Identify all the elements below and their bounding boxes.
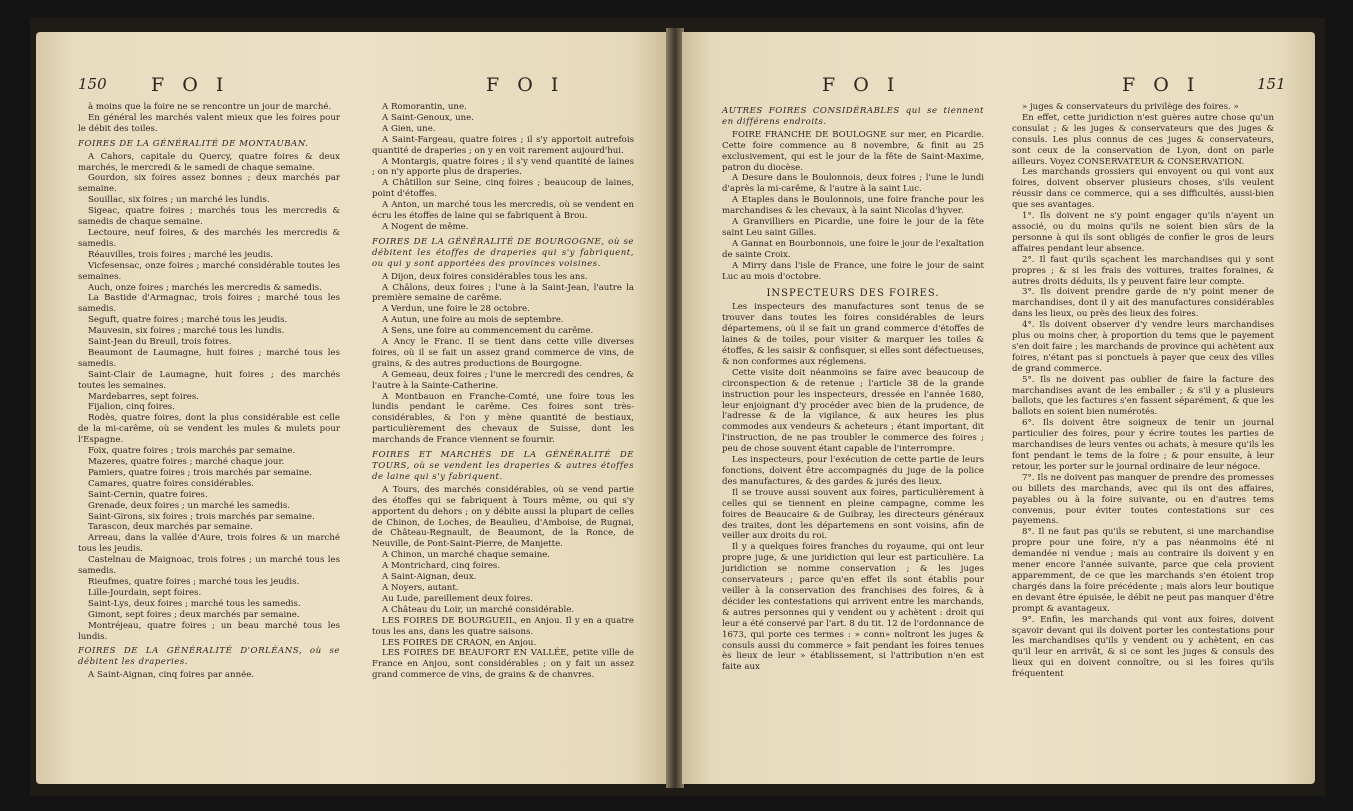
left-column-2 xyxy=(372,102,634,681)
paragraph: Les marchands grossiers qui envoyent ou qui vont aux foires, doivent observer plusieurs choses, s'ils veulent réussir dans ce commerce, qui a ses difficultés, aussi-bien que ses avantages. xyxy=(1012,167,1274,211)
paragraph: AUTRES FOIRES CONSIDÉRABLES qui se tiennent en différens endroits. xyxy=(722,106,984,127)
paragraph: Saint-Cernin, quatre foires. xyxy=(88,489,208,500)
paragraph: » juges & conservateurs du privilège des foires. » xyxy=(1022,102,1239,112)
paragraph: Il y a quelques foires franches du royaume, qui ont leur propre juge, & une juridiction qui leur est particulière. La juridiction se nomme conservation ; & les juges conservateurs ; parce qu'en effet ils sont établis pour veiller à la conservation des franchises des foires, & à décider les contestations qui arrivent entre les marchands, & autres personnes qui y vendent ou y achètent : droit qui leur a été conservé par l'art. 8 du tit. 12 de l'ordonnance de 1673, qui porte ces termes : » conn» noîtront les juges & consuls aussi du commerce » fait pendant les foires tenues ès lieux de leur » établissement, si l'attribution n'en est faite aux xyxy=(722,542,984,673)
paragraph: A Etaples dans le Boulonnois, une foire franche pour les marchandises & les chevaux, à la saint Nicolas d'hyver. xyxy=(722,195,984,217)
paragraph: Arreau, dans la vallée d'Aure, trois foires & un marché tous les jeudis. xyxy=(78,533,340,555)
right-page xyxy=(682,32,1315,784)
paragraph: Sigeac, quatre foires ; marchés tous les mercredis & samedis de chaque semaine. xyxy=(78,206,340,228)
paragraph: 6°. Ils doivent être soigneux de tenir un journal particulier des foires, pour y écrire toutes les parties de marchandises de leurs ventes ou achats, à mesure qu'ils les font pendant le tems de la foire ; & pour ensuite, à leur retour, les porter sur le journal ordinaire de leur négoce. xyxy=(1012,418,1274,472)
paragraph: Mardebarres, sept foires. xyxy=(88,391,200,402)
paragraph: 5°. Ils ne doivent pas oublier de faire la facture des marchandises avant de les emballer ; & s'il y a plusieurs ballots, que les factures s'en fassent séparément, & que les ballots en soient bien numérotés. xyxy=(1012,374,1274,418)
paragraph: Mazeres, quatre foires ; marché chaque jour. xyxy=(88,457,285,467)
paragraph: Tarascon, deux marchés par semaine. xyxy=(88,522,253,533)
paragraph: A Noyers, autant. xyxy=(382,582,459,593)
left-column-1 xyxy=(78,102,340,681)
paragraph: A Gien, une. xyxy=(382,123,436,134)
paragraph: A Montargis, quatre foires ; il s'y vend quantité de laines ; on n'y apporte plus de draperies. xyxy=(372,156,634,178)
paragraph: A Montbauon en Franche-Comté, une foire tous les lundis pendant le carême. Ces foires sont très-considérables, & l'on y mène quantité de bestiaux, particulièrement des chevaux de Suisse, dont les marchands de France viennent se fournir. xyxy=(372,391,634,446)
paragraph: FOIRES DE LA GÉNÉRALITÉ DE BOURGOGNE, où se débitent les étoffes de draperies qui s'y fabriquent, ou qui y sont apportées des provinces voisines. xyxy=(372,236,634,269)
paragraph: A Château du Loir, un marché considérable. xyxy=(382,604,575,615)
paragraph: A Mirry dans l'isle de France, une foire le jour de saint Luc au mois d'octobre. xyxy=(722,260,984,282)
paragraph: Beaumont de Laumagne, huit foires ; marché tous les samedis. xyxy=(78,347,340,369)
paragraph: A Gemeau, deux foires ; l'une le mercredi des cendres, & l'autre à la Sainte-Catherine. xyxy=(372,369,634,391)
paragraph: Saint-Girons, six foires ; trois marchés par semaine. xyxy=(88,511,315,522)
paragraph: Au Lude, pareillement deux foires. xyxy=(382,593,534,604)
paragraph: à moins que la foire ne se rencontre un jour de marché. xyxy=(88,102,332,112)
page-number-right: 151 xyxy=(1257,75,1286,93)
paragraph: A Saint-Genoux, une. xyxy=(382,112,474,123)
paragraph: Camares, quatre foires considérables. xyxy=(88,478,254,489)
paragraph: A Dijon, deux foires considérables tous les ans. xyxy=(382,271,588,282)
paragraph: A Chinon, un marché chaque semaine. xyxy=(382,550,551,561)
paragraph: Castelnau de Maignoac, trois foires ; un marché tous les samedis. xyxy=(78,555,340,577)
paragraph: 4°. Ils doivent observer d'y vendre leurs marchandises plus ou moins cher, à proportion du tems que le payement s'en doit faire ; les marchands de province qui achètent aux foires, n'étant pas si ponctuels à payer que ceux des villes de grand commerce. xyxy=(1012,320,1274,374)
paragraph: Lille-Jourdain, sept foires. xyxy=(88,587,202,598)
paragraph: Lectoure, neuf foires, & des marchés les mercredis & samedis. xyxy=(78,227,340,249)
paragraph: Gourdon, six foires assez bonnes ; deux marchés par semaine. xyxy=(78,173,340,195)
running-head-left-col1: F O I xyxy=(151,74,230,96)
paragraph: Seguft, quatre foires ; marché tous les jeudis. xyxy=(88,315,288,326)
paragraph: Grenade, deux foires ; un marché les samedis. xyxy=(88,500,291,511)
paragraph: FOIRES DE LA GÉNÉRALITÉ D'ORLÉANS, où se débitent les draperies. xyxy=(78,646,340,668)
right-column-1 xyxy=(722,102,984,673)
paragraph: FOIRES ET MARCHÉS DE LA GÉNÉRALITÉ DE TOURS, où se vendent les draperies & autres étoffes de laine qui s'y fabriquent. xyxy=(372,450,634,482)
paragraph: 9°. Enfin, les marchands qui vont aux foires, doivent sçavoir devant qui ils doivent porter les contestations pour les marchandises qu'ils y vendent ou y achètent, en cas qu'il leur en arrivât, & si ce sont les juges & consuls des lieux qui en doivent connoître, ou si les foires qu'ils fréquentent xyxy=(1012,614,1274,680)
paragraph: A Saint-Aignan, cinq foires par année. xyxy=(88,670,255,681)
paragraph: A Romorantin, une. xyxy=(382,102,467,112)
paragraph: Les inspecteurs des manufactures sont tenus de se trouver dans toutes les foires considérables de leurs départemens, où il se fait un grand commerce d'étoffes de laines & de toiles, pour visiter & marquer les toiles & étoffes, & les saisir & confisquer, si elles sont défectueuses, & non conformes aux réglemens. xyxy=(722,302,984,367)
paragraph: A Nogent de même. xyxy=(382,221,469,232)
paragraph: Rodès, quatre foires, dont la plus considérable est celle de la mi-carême, où se vendent les mules & mulets pour l'Espagne. xyxy=(78,413,340,446)
paragraph: A Cahors, capitale du Quercy, quatre foires & deux marchés, le mercredi & le samedi de chaque semaine. xyxy=(78,151,340,173)
paragraph: Saint-Clair de Laumagne, huit foires ; des marchés toutes les semaines. xyxy=(78,369,340,391)
paragraph: Pamiers, quatre foires ; trois marchés par semaine. xyxy=(88,467,313,478)
paragraph: FOIRES DE LA GÉNÉRALITÉ DE MONTAUBAN. xyxy=(78,138,309,149)
paragraph: LES FOIRES DE CRAON, en Anjou. xyxy=(382,637,537,648)
paragraph: A Anton, un marché tous les mercredis, où se vendent en écru les étoffes de laine qui se fabriquent à Brou. xyxy=(372,200,634,222)
paragraph: Vicfesensac, onze foires ; marché considérable toutes les semaines. xyxy=(78,260,340,282)
paragraph: 7°. Ils ne doivent pas manquer de prendre des promesses ou billets des marchands, avec qui ils ont des affaires, payables ou à la foire suivante, ou en d'autres tems convenus, pour éviter toutes contestations sur ces payemens. xyxy=(1012,472,1274,527)
right-column-2 xyxy=(1012,102,1274,680)
paragraph: Souillac, six foires ; un marché les lundis. xyxy=(88,195,270,206)
paragraph: A Tours, des marchés considérables, où se vend partie des étoffes qui se fabriquent à Tours même, ou qui s'y apportent du dehors ; on y débite aussi la plupart de celles de Chinon, de Loches, de Beaulieu, d'Amboise, de Rugnai, de Château-Regnault, de Beaumont, de la Ronce, de Neuville, de Pont-Saint-Pierre, de Manjette. xyxy=(372,484,634,550)
paragraph: A Saint-Aignan, deux. xyxy=(382,572,477,583)
paragraph: A Verdun, une foire le 28 octobre. xyxy=(382,304,530,315)
paragraph: En général les marchés valent mieux que les foires pour le débit des toiles. xyxy=(78,112,340,134)
paragraph: Il se trouve aussi souvent aux foires, particulièrement à celles qui se tiennent en pleine campagne, comme les foires de Beaucaire & de Guibray, les directeurs généraux des traites, dont les départemens en sont voisins, afin de veiller aux droits du roi. xyxy=(722,487,984,542)
paragraph: 2°. Il faut qu'ils sçachent les marchandises qui y sont propres ; & si les frais des voitures, traites foraines, & autres droits déduits, ils y peuvent faire leur compte. xyxy=(1012,254,1274,287)
paragraph: Réauvilles, trois foires ; marché les jeudis. xyxy=(88,249,274,260)
paragraph: A Sens, une foire au commencement du carême. xyxy=(382,326,594,337)
paragraph: A Châtillon sur Seine, cinq foires ; beaucoup de laines, point d'étoffes. xyxy=(372,178,634,200)
paragraph: A Gannat en Bourbonnois, une foire le jour de l'exaltation de sainte Croix. xyxy=(722,238,984,260)
paragraph: Saint-Jean du Breuil, trois foires. xyxy=(88,337,232,348)
paragraph: Gimont, sept foires ; deux marchés par semaine. xyxy=(88,609,300,620)
paragraph: A Montrichard, cinq foires. xyxy=(382,561,501,572)
paragraph: Foix, quatre foires ; trois marchés par semaine. xyxy=(88,446,296,457)
paragraph: La Bastide d'Armagnac, trois foires ; marché tous les samedis. xyxy=(78,293,340,315)
paragraph: En effet, cette juridiction n'est guères autre chose qu'un consulat ; & les juges & conservateurs que des juges & consuls. Les plus connus de ces juges & conservateurs, sont ceux de la conservation de Lyon, dont on parle ailleurs. Voyez CONSERVATEUR & CONSERVATION. xyxy=(1012,112,1274,167)
running-head-left-col2: F O I xyxy=(486,74,565,96)
paragraph: Auch, onze foires ; marchés les mercredis & samedis. xyxy=(88,282,322,293)
left-page xyxy=(36,32,668,784)
paragraph: A Autun, une foire au mois de septembre. xyxy=(382,315,564,326)
paragraph: A Châlons, deux foires ; l'une à la Saint-Jean, l'autre la première semaine de carême. xyxy=(372,282,634,304)
open-book xyxy=(30,18,1325,796)
paragraph: 1°. Ils doivent ne s'y point engager qu'ils n'ayent un associé, ou du moins qu'ils ne soient bien sûrs de la personne à qui ils sont obligés de confier le gros de leurs affaires pendant leur absence. xyxy=(1012,211,1274,254)
paragraph: Rieufmes, quatre foires ; marché tous les jeudis. xyxy=(88,576,300,587)
paragraph: Fijalion, cinq foires. xyxy=(88,402,175,413)
paragraph: Montréjeau, quatre foires ; un beau marché tous les lundis. xyxy=(78,620,340,642)
paragraph: A Desure dans le Boulonnois, deux foires ; l'une le lundi d'après la mi-carême, & l'autre à la saint Luc. xyxy=(722,173,984,195)
paragraph: Mauvesin, six foires ; marché tous les lundis. xyxy=(88,326,285,337)
paragraph: FOIRE FRANCHE DE BOULOGNE sur mer, en Picardie. Cette foire commence au 8 novembre, & finit au 25 exclusivement, qui est le jour de la fête de Saint-Maxime, patron du diocèse. xyxy=(722,129,984,173)
paragraph: A Ancy le Franc. Il se tient dans cette ville diverses foires, où il se fait un assez grand commerce de vins, de grains, & des autres productions de Bourgogne. xyxy=(372,337,634,369)
paragraph: LES FOIRES DE BOURGUEIL, en Anjou. Il y en a quatre tous les ans, dans les quatre saisons. xyxy=(372,615,634,637)
paragraph: INSPECTEURS DES FOIRES. xyxy=(766,287,940,299)
paragraph: Les inspecteurs, pour l'exécution de cette partie de leurs fonctions, doivent être accompagnés du juge de la police des manufactures, & des gardes & jurés des lieux. xyxy=(722,455,984,487)
paragraph: Cette visite doit néanmoins se faire avec beaucoup de circonspection & de retenue ; l'article 38 de la grande instruction pour les inspecteurs, dressée en l'année 1680, leur enjoignant d'y procéder avec bien de la prudence, de l'adresse & de la vigilance, & aux heures les plus commodes aux vendeurs & acheteurs ; étant important, dit l'instruction, de ne pas troubler le commerce des foires ; peu de chose souvent étant capable de l'interrompre. xyxy=(722,367,984,455)
paragraph: 8°. Il ne faut pas qu'ils se rebutent, si une marchandise propre pour une foire, n'y a pas néanmoins été ni demandée ni vendue ; mais au contraire ils doivent y en mener encore l'année suivante, parce que cela provient apparemment, de ce que les marchands s'en étoient trop chargés dans la foire précédente ; mais alors leur boutique en devant être épuisée, le débit ne peut pas manquer d'être prompt & avantageux. xyxy=(1012,527,1274,614)
paragraph: A Granvilliers en Picardie, une foire le jour de la fête saint Leu saint Gilles. xyxy=(722,217,984,238)
paragraph: A Saint-Fargeau, quatre foires ; il s'y apportoit autrefois quantité de draperies ; on y en voit rarement aujourd'hui. xyxy=(372,134,634,156)
paragraph: Saint-Lys, deux foires ; marché tous les samedis. xyxy=(88,598,301,609)
paragraph: LES FOIRES DE BEAUFORT EN VALLÉE, petite ville de France en Anjou, sont considérables ; on y fait un assez grand commerce de vins, de grains & de chanvres. xyxy=(372,648,634,681)
running-head-right-col1: F O I xyxy=(822,74,901,96)
running-head-right-col2: F O I xyxy=(1122,74,1201,96)
paragraph: 3°. Ils doivent prendre garde de n'y point mener de marchandises, dont il y ait des manufactures considérables dans les lieux, ou près des lieux des foires. xyxy=(1012,287,1274,320)
page-number-left: 150 xyxy=(78,75,107,93)
